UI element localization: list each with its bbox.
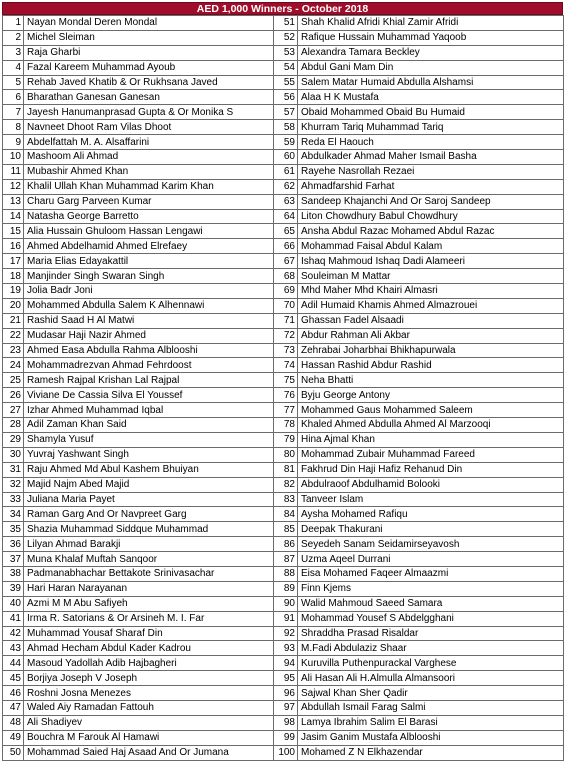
winner-number: 48 — [3, 715, 24, 730]
winner-number: 13 — [3, 194, 24, 209]
table-row — [3, 328, 564, 343]
winner-name: Lamya Ibrahim Salim El Barasi — [298, 715, 564, 730]
winner-number: 64 — [274, 209, 298, 224]
table-row — [3, 150, 564, 165]
winner-name: Tanveer Islam — [298, 492, 564, 507]
winner-number: 23 — [3, 343, 24, 358]
winner-number: 3 — [3, 45, 24, 60]
winner-name: Kuruvilla Puthenpurackal Varghese — [298, 656, 564, 671]
table-row — [3, 432, 564, 447]
winner-name: Rehab Javed Khatib & Or Rukhsana Javed — [24, 75, 274, 90]
table-row — [3, 254, 564, 269]
winner-name: Abdur Rahman Ali Akbar — [298, 328, 564, 343]
winner-name: Fazal Kareem Muhammad Ayoub — [24, 60, 274, 75]
winner-name: Bouchra M Farouk Al Hamawi — [24, 730, 274, 745]
winner-name: Mohammad Saied Haj Asaad And Or Jumana — [24, 745, 274, 760]
winner-name: Eisa Mohamed Faqeer Almaazmi — [298, 566, 564, 581]
winners-table-body — [3, 16, 564, 761]
winner-number: 84 — [274, 507, 298, 522]
winner-number: 17 — [3, 254, 24, 269]
winner-number: 21 — [3, 313, 24, 328]
winner-name: M.Fadi Abdulaziz Shaar — [298, 641, 564, 656]
table-row — [3, 581, 564, 596]
winner-number: 98 — [274, 715, 298, 730]
table-row — [3, 477, 564, 492]
winner-number: 97 — [274, 700, 298, 715]
winner-number: 99 — [274, 730, 298, 745]
table-row — [3, 462, 564, 477]
winner-number: 40 — [3, 596, 24, 611]
winner-number: 90 — [274, 596, 298, 611]
table-row — [3, 745, 564, 760]
table-row — [3, 403, 564, 418]
winner-name: Deepak Thakurani — [298, 522, 564, 537]
table-row — [3, 90, 564, 105]
winner-number: 44 — [3, 656, 24, 671]
winner-name: Mudasar Haji Nazir Ahmed — [24, 328, 274, 343]
table-row — [3, 671, 564, 686]
table-row — [3, 284, 564, 299]
winner-name: Raju Ahmed Md Abul Kashem Bhuiyan — [24, 462, 274, 477]
winner-name: Yuvraj Yashwant Singh — [24, 447, 274, 462]
table-row — [3, 224, 564, 239]
winner-name: Rashid Saad H Al Matwi — [24, 313, 274, 328]
winner-name: Roshni Josna Menezes — [24, 686, 274, 701]
winner-number: 15 — [3, 224, 24, 239]
winner-name: Masoud Yadollah Adib Hajbagheri — [24, 656, 274, 671]
winner-number: 91 — [274, 611, 298, 626]
winner-name: Sajwal Khan Sher Qadir — [298, 686, 564, 701]
winner-number: 69 — [274, 284, 298, 299]
winner-name: Hari Haran Narayanan — [24, 581, 274, 596]
winner-name: Abdullah Ismail Farag Salmi — [298, 700, 564, 715]
winner-number: 58 — [274, 120, 298, 135]
winner-number: 67 — [274, 254, 298, 269]
winner-number: 81 — [274, 462, 298, 477]
winner-name: Mohamed Z N Elkhazendar — [298, 745, 564, 760]
winner-number: 26 — [3, 388, 24, 403]
winner-number: 41 — [3, 611, 24, 626]
winner-name: Khaled Ahmed Abdulla Ahmed Al Marzooqi — [298, 418, 564, 433]
winner-name: Souleiman M Mattar — [298, 269, 564, 284]
table-row — [3, 492, 564, 507]
table-row — [3, 626, 564, 641]
winner-number: 87 — [274, 552, 298, 567]
winner-number: 75 — [274, 373, 298, 388]
winner-number: 49 — [3, 730, 24, 745]
winner-number: 70 — [274, 298, 298, 313]
table-row — [3, 343, 564, 358]
winners-table — [2, 15, 564, 761]
winner-name: Ahmed Easa Abdulla Rahma Alblooshi — [24, 343, 274, 358]
table-row — [3, 209, 564, 224]
winner-number: 51 — [274, 16, 298, 31]
winner-number: 86 — [274, 537, 298, 552]
table-row — [3, 30, 564, 45]
winner-name: Mohammad Faisal Abdul Kalam — [298, 239, 564, 254]
winner-name: Mohammed Abdulla Salem K Alhennawi — [24, 298, 274, 313]
table-row — [3, 447, 564, 462]
winner-number: 36 — [3, 537, 24, 552]
winner-number: 88 — [274, 566, 298, 581]
winner-number: 18 — [3, 269, 24, 284]
winner-number: 9 — [3, 135, 24, 150]
winner-name: Mohammed Gaus Mohammed Saleem — [298, 403, 564, 418]
winner-number: 65 — [274, 224, 298, 239]
table-row — [3, 686, 564, 701]
winner-name: Walid Mahmoud Saeed Samara — [298, 596, 564, 611]
winner-number: 72 — [274, 328, 298, 343]
table-row — [3, 164, 564, 179]
winner-name: Bharathan Ganesan Ganesan — [24, 90, 274, 105]
winner-name: Uzma Aqeel Durrani — [298, 552, 564, 567]
table-row — [3, 656, 564, 671]
winner-name: Adil Humaid Khamis Ahmed Almazrouei — [298, 298, 564, 313]
winner-number: 78 — [274, 418, 298, 433]
winner-name: Khalil Ullah Khan Muhammad Karim Khan — [24, 179, 274, 194]
winner-number: 19 — [3, 284, 24, 299]
winner-name: Michel Sleiman — [24, 30, 274, 45]
winner-number: 53 — [274, 45, 298, 60]
winner-name: Hina Ajmal Khan — [298, 432, 564, 447]
table-row — [3, 120, 564, 135]
winner-number: 45 — [3, 671, 24, 686]
table-row — [3, 313, 564, 328]
table-row — [3, 194, 564, 209]
winner-name: Irma R. Satorians & Or Arsineh M. I. Far — [24, 611, 274, 626]
winner-number: 77 — [274, 403, 298, 418]
winner-name: Mohammadrezvan Ahmad Fehrdoost — [24, 358, 274, 373]
winner-name: Waled Aiy Ramadan Fattouh — [24, 700, 274, 715]
winner-name: Ansha Abdul Razac Mohamed Abdul Razac — [298, 224, 564, 239]
table-row — [3, 715, 564, 730]
winner-name: Ahmadfarshid Farhat — [298, 179, 564, 194]
winner-name: Shah Khalid Afridi Khial Zamir Afridi — [298, 16, 564, 31]
winner-number: 31 — [3, 462, 24, 477]
winner-name: Finn Kjems — [298, 581, 564, 596]
table-row — [3, 298, 564, 313]
winners-sheet — [2, 2, 563, 761]
winner-name: Mubashir Ahmed Khan — [24, 164, 274, 179]
winner-number: 62 — [274, 179, 298, 194]
table-row — [3, 418, 564, 433]
winner-number: 74 — [274, 358, 298, 373]
winner-name: Salem Matar Humaid Abdulla Alshamsi — [298, 75, 564, 90]
winner-number: 93 — [274, 641, 298, 656]
winner-name: Juliana Maria Payet — [24, 492, 274, 507]
winner-name: Charu Garg Parveen Kumar — [24, 194, 274, 209]
winner-name: Liton Chowdhury Babul Chowdhury — [298, 209, 564, 224]
winner-name: Majid Najm Abed Majid — [24, 477, 274, 492]
winner-name: Nayan Mondal Deren Mondal — [24, 16, 274, 31]
winner-name: Viviane De Cassia Silva El Youssef — [24, 388, 274, 403]
winner-name: Hassan Rashid Abdur Rashid — [298, 358, 564, 373]
winner-name: Adil Zaman Khan Said — [24, 418, 274, 433]
winner-name: Jayesh Hanumanprasad Gupta & Or Monika S — [24, 105, 274, 120]
winner-number: 55 — [274, 75, 298, 90]
winner-number: 54 — [274, 60, 298, 75]
winner-number: 76 — [274, 388, 298, 403]
winner-name: Byju George Antony — [298, 388, 564, 403]
winner-name: Abdul Gani Mam Din — [298, 60, 564, 75]
winner-name: Abdulraoof Abdulhamid Bolooki — [298, 477, 564, 492]
winner-number: 57 — [274, 105, 298, 120]
winner-number: 20 — [3, 298, 24, 313]
winner-name: Muna Khalaf Muftah Sanqoor — [24, 552, 274, 567]
winner-number: 61 — [274, 164, 298, 179]
winner-name: Neha Bhatti — [298, 373, 564, 388]
winner-name: Ghassan Fadel Alsaadi — [298, 313, 564, 328]
winner-number: 83 — [274, 492, 298, 507]
winner-number: 56 — [274, 90, 298, 105]
winner-number: 85 — [274, 522, 298, 537]
winner-name: Ramesh Rajpal Krishan Lal Rajpal — [24, 373, 274, 388]
table-row — [3, 537, 564, 552]
winner-number: 95 — [274, 671, 298, 686]
winner-name: Alia Hussain Ghuloom Hassan Lengawi — [24, 224, 274, 239]
winner-number: 73 — [274, 343, 298, 358]
winner-number: 80 — [274, 447, 298, 462]
winner-name: Sandeep Khajanchi And Or Saroj Sandeep — [298, 194, 564, 209]
table-row — [3, 522, 564, 537]
winner-name: Mohammad Zubair Muhammad Fareed — [298, 447, 564, 462]
winner-number: 29 — [3, 432, 24, 447]
winner-name: Padmanabhachar Bettakote Srinivasachar — [24, 566, 274, 581]
winner-number: 34 — [3, 507, 24, 522]
winner-name: Ishaq Mahmoud Ishaq Dadi Alameeri — [298, 254, 564, 269]
winner-number: 10 — [3, 150, 24, 165]
winner-name: Borjiya Joseph V Joseph — [24, 671, 274, 686]
winner-number: 39 — [3, 581, 24, 596]
table-row — [3, 596, 564, 611]
table-row — [3, 552, 564, 567]
winner-number: 14 — [3, 209, 24, 224]
winner-name: Obaid Mohammed Obaid Bu Humaid — [298, 105, 564, 120]
table-row — [3, 611, 564, 626]
winner-number: 4 — [3, 60, 24, 75]
winner-name: Mhd Maher Mhd Khairi Almasri — [298, 284, 564, 299]
winner-number: 28 — [3, 418, 24, 433]
winner-number: 11 — [3, 164, 24, 179]
winner-number: 71 — [274, 313, 298, 328]
winner-name: Fakhrud Din Haji Hafiz Rehanud Din — [298, 462, 564, 477]
winner-number: 59 — [274, 135, 298, 150]
table-row — [3, 105, 564, 120]
winner-name: Zehrabai Joharbhai Bhikhapurwala — [298, 343, 564, 358]
table-row — [3, 566, 564, 581]
winner-number: 43 — [3, 641, 24, 656]
winner-name: Jolia Badr Joni — [24, 284, 274, 299]
table-row — [3, 358, 564, 373]
table-row — [3, 269, 564, 284]
winner-name: Navneet Dhoot Ram Vilas Dhoot — [24, 120, 274, 135]
winner-name: Rafique Hussain Muhammad Yaqoob — [298, 30, 564, 45]
winner-name: Shamyla Yusuf — [24, 432, 274, 447]
winner-name: Muhammad Yousaf Sharaf Din — [24, 626, 274, 641]
table-row — [3, 45, 564, 60]
winner-name: Aysha Mohamed Rafiqu — [298, 507, 564, 522]
winner-name: Natasha George Barretto — [24, 209, 274, 224]
winner-number: 66 — [274, 239, 298, 254]
winner-number: 52 — [274, 30, 298, 45]
winner-number: 32 — [3, 477, 24, 492]
sheet-title: AED 1,000 Winners - October 2018 — [2, 2, 563, 15]
winner-name: Rayehe Nasrollah Rezaei — [298, 164, 564, 179]
table-row — [3, 388, 564, 403]
winner-number: 1 — [3, 16, 24, 31]
winner-number: 96 — [274, 686, 298, 701]
winner-number: 22 — [3, 328, 24, 343]
winner-number: 94 — [274, 656, 298, 671]
winner-name: Manjinder Singh Swaran Singh — [24, 269, 274, 284]
table-row — [3, 135, 564, 150]
table-row — [3, 75, 564, 90]
winner-name: Azmi M M Abu Safiyeh — [24, 596, 274, 611]
winner-number: 79 — [274, 432, 298, 447]
winner-number: 63 — [274, 194, 298, 209]
winner-name: Alaa H K Mustafa — [298, 90, 564, 105]
winner-number: 7 — [3, 105, 24, 120]
winner-name: Mashoom Ali Ahmad — [24, 150, 274, 165]
winner-number: 6 — [3, 90, 24, 105]
winner-number: 33 — [3, 492, 24, 507]
winner-name: Raman Garg And Or Navpreet Garg — [24, 507, 274, 522]
winner-number: 8 — [3, 120, 24, 135]
table-row — [3, 60, 564, 75]
winner-number: 25 — [3, 373, 24, 388]
winner-number: 89 — [274, 581, 298, 596]
winner-number: 16 — [3, 239, 24, 254]
winner-name: Alexandra Tamara Beckley — [298, 45, 564, 60]
winner-number: 100 — [274, 745, 298, 760]
winner-name: Mohammad Yousef S Abdelgghani — [298, 611, 564, 626]
winner-name: Lilyan Ahmad Barakji — [24, 537, 274, 552]
winner-name: Jasim Ganim Mustafa Alblooshi — [298, 730, 564, 745]
winner-number: 38 — [3, 566, 24, 581]
table-row — [3, 507, 564, 522]
table-row — [3, 641, 564, 656]
winner-number: 27 — [3, 403, 24, 418]
winner-number: 2 — [3, 30, 24, 45]
winner-name: Ahmad Hecham Abdul Kader Kadrou — [24, 641, 274, 656]
table-row — [3, 179, 564, 194]
winner-number: 24 — [3, 358, 24, 373]
winner-name: Abdulkader Ahmad Maher Ismail Basha — [298, 150, 564, 165]
winner-number: 35 — [3, 522, 24, 537]
table-row — [3, 700, 564, 715]
winner-name: Ali Hasan Ali H.Almulla Almansoori — [298, 671, 564, 686]
winner-number: 30 — [3, 447, 24, 462]
winner-number: 82 — [274, 477, 298, 492]
winner-name: Shraddha Prasad Risaldar — [298, 626, 564, 641]
winner-name: Ali Shadiyev — [24, 715, 274, 730]
winner-name: Khurram Tariq Muhammad Tariq — [298, 120, 564, 135]
winner-number: 5 — [3, 75, 24, 90]
winner-name: Ahmed Abdelhamid Ahmed Elrefaey — [24, 239, 274, 254]
winner-number: 60 — [274, 150, 298, 165]
winner-name: Shazia Muhammad Siddque Muhammad — [24, 522, 274, 537]
table-row — [3, 373, 564, 388]
winner-name: Seyedeh Sanam Seidamirseyavosh — [298, 537, 564, 552]
winner-number: 37 — [3, 552, 24, 567]
winner-number: 46 — [3, 686, 24, 701]
table-row — [3, 16, 564, 31]
table-row — [3, 239, 564, 254]
winner-name: Abdelfattah M. A. Alsaffarini — [24, 135, 274, 150]
winner-number: 92 — [274, 626, 298, 641]
winner-name: Izhar Ahmed Muhammad Iqbal — [24, 403, 274, 418]
winner-name: Maria Elias Edayakattil — [24, 254, 274, 269]
winner-number: 47 — [3, 700, 24, 715]
winner-number: 68 — [274, 269, 298, 284]
winner-number: 12 — [3, 179, 24, 194]
winner-number: 42 — [3, 626, 24, 641]
winner-name: Raja Gharbi — [24, 45, 274, 60]
winner-number: 50 — [3, 745, 24, 760]
table-row — [3, 730, 564, 745]
winner-name: Reda El Haouch — [298, 135, 564, 150]
